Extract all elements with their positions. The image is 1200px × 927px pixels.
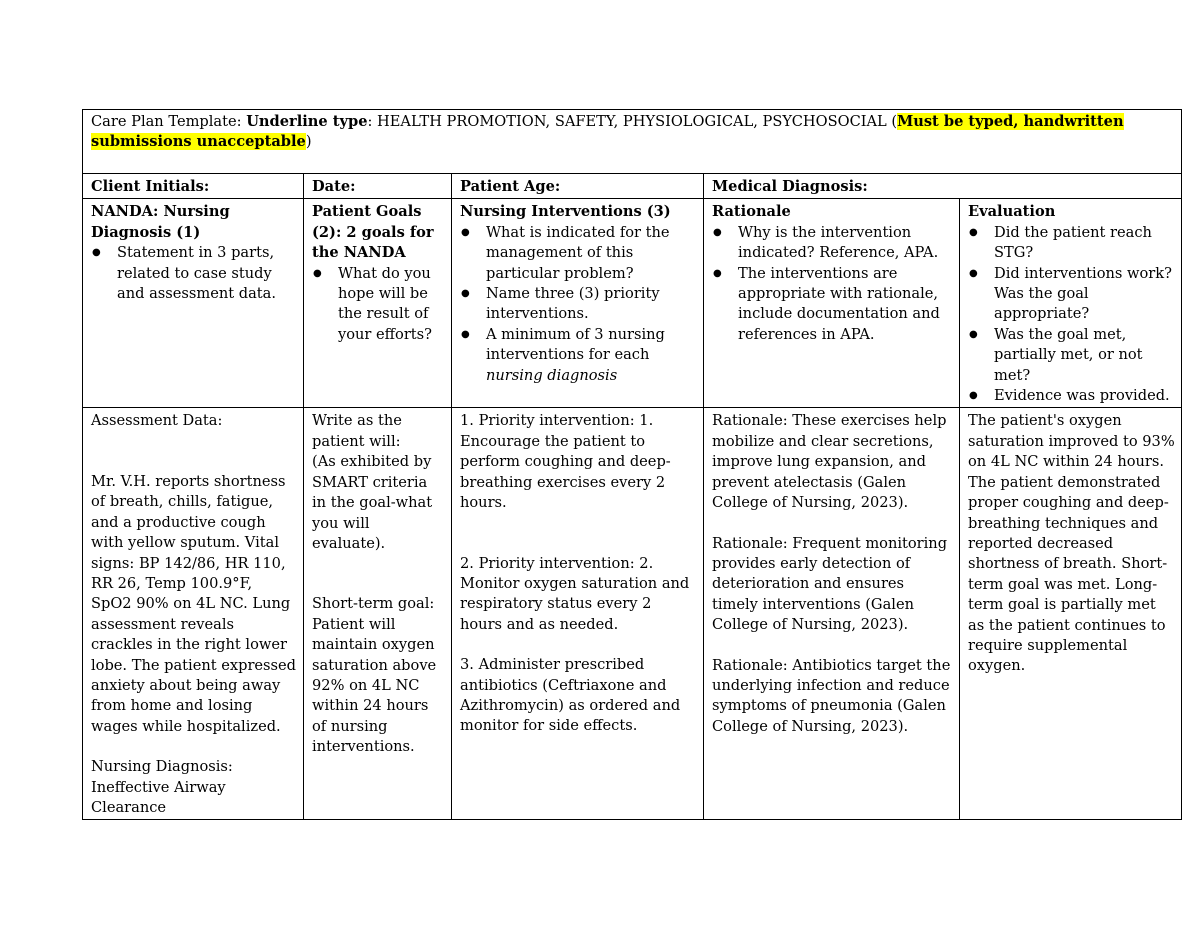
list-item: ● Why is the intervention indicated? Reference, APA. [738, 223, 953, 264]
care-types: : HEALTH PROMOTION, SAFETY, PHYSIOLOGICAL, PSYCHOSOCIAL ( [367, 113, 898, 130]
nanda-title: NANDA: Nursing Diagnosis (1) [91, 203, 230, 241]
header-close: ) [305, 133, 312, 151]
medical-diagnosis-label: Medical Diagnosis: [712, 178, 868, 195]
care-plan-document [82, 109, 1181, 820]
list-item: ● Did interventions work? Was the goal appropriate? [994, 264, 1175, 325]
interventions-title: Nursing Interventions (3) [460, 203, 671, 221]
date-label: Date: [312, 178, 356, 195]
template-label: Care Plan Template: [91, 113, 247, 130]
interventions-cell [452, 408, 704, 820]
client-initials-cell [83, 174, 304, 199]
goals-intro: Write as the patient will: [312, 412, 402, 450]
list-item [486, 325, 697, 386]
list-item: ● Did the patient reach STG? [994, 223, 1175, 264]
goals-guide-cell [304, 199, 452, 408]
italic-tail: nursing diagnosis [486, 366, 618, 384]
evaluation-text: The patient's oxygen saturation improved to 93% on 4L NC within 24 hours. The patient demonstrated proper coughing and deep-breathing techniques and reported decreased shortness of breath. Short-term goal was met. Long-term goal is partially met as the patient continues to require supplemental oxygen. [968, 412, 1175, 675]
care-plan-table [82, 109, 1182, 820]
header-cell [83, 110, 1182, 174]
assessment-cell [83, 408, 304, 820]
rationale-cell [704, 408, 960, 820]
list-item-text: A minimum of 3 nursing interventions for each [486, 325, 665, 364]
intervention-1: 1. Priority intervention: 1. Encourage the patient to perform coughing and deep-breathing exercises every 2 hours. [460, 412, 671, 512]
patient-age-cell [452, 174, 704, 199]
nursing-diagnosis-text: Ineffective Airway Clearance [91, 778, 226, 816]
list-item: ● Statement in 3 parts, related to case study and assessment data. [117, 243, 297, 304]
interventions-guide-cell [452, 199, 704, 408]
rationale-2: Rationale: Frequent monitoring provides early detection of deterioration and ensures timely interventions (Galen College of Nursing, 2023). [712, 534, 948, 634]
nursing-diagnosis-label: Nursing Diagnosis: [91, 758, 233, 776]
interventions-bullets [460, 223, 697, 386]
list-item: ● Was the goal met, partially met, or not met? [994, 325, 1175, 386]
nanda-bullets [91, 243, 297, 304]
content-row [83, 408, 1182, 820]
rationale-guide-cell [704, 199, 960, 408]
rationale-3: Rationale: Antibiotics target the underlying infection and reduce symptoms of pneumonia (Galen College of Nursing, 2023). [712, 656, 951, 735]
goals-title: Patient Goals (2): 2 goals for the NANDA [312, 203, 434, 262]
client-initials-label: Client Initials: [91, 178, 210, 195]
date-cell [304, 174, 452, 199]
medical-diagnosis-cell [704, 174, 1182, 199]
evaluation-guide-cell [960, 199, 1182, 408]
patient-age-label: Patient Age: [460, 178, 561, 195]
assessment-label: Assessment Data: [91, 412, 223, 430]
guide-row [83, 199, 1182, 408]
goals-bullets [312, 264, 445, 346]
intervention-3: 3. Administer prescribed antibiotics (Ceftriaxone and Azithromycin) as ordered and monitor for side effects. [460, 656, 681, 735]
list-item: ● Name three (3) priority interventions. [486, 284, 697, 325]
rationale-1: Rationale: These exercises help mobilize and clear secretions, improve lung expansion, and prevent atelectasis (Galen College of Nursing, 2023). [712, 412, 947, 512]
rationale-bullets [712, 223, 953, 345]
header-row [83, 110, 1182, 174]
list-item: ● The interventions are appropriate with rationale, include documentation and references in APA. [738, 264, 953, 346]
list-item: ● What do you hope will be the result of your efforts? [338, 264, 445, 346]
short-term-goal: Short-term goal: Patient will maintain oxygen saturation above 92% on 4L NC within 24 hours of nursing interventions. [312, 595, 437, 756]
list-item: ● What is indicated for the management of this particular problem? [486, 223, 697, 284]
rationale-title: Rationale [712, 203, 791, 221]
evaluation-bullets [968, 223, 1175, 407]
evaluation-cell [960, 408, 1182, 820]
nanda-guide-cell [83, 199, 304, 408]
typed-warning: Must be typed, handwritten submissions unacceptable [91, 113, 1124, 151]
assessment-text: Mr. V.H. reports shortness of breath, chills, fatigue, and a productive cough with yellow sputum. Vital signs: BP 142/86, HR 110, RR 26, Temp 100.9°F, SpO2 90% on 4L NC. Lung assessment reveals crackles in the right lower lobe. The patient expressed anxiety about being away from home and losing wages while hospitalized. [91, 472, 297, 735]
goals-cell [304, 408, 452, 820]
smart-criteria: (As exhibited by SMART criteria in the goal-what you will evaluate). [312, 453, 433, 552]
underline-type-label: Underline type [246, 113, 368, 130]
evaluation-title: Evaluation [968, 203, 1056, 221]
intervention-2: 2. Priority intervention: 2. Monitor oxygen saturation and respiratory status every 2 hours and as needed. [460, 554, 690, 633]
list-item: ● Evidence was provided. [994, 386, 1175, 406]
info-row [83, 174, 1182, 199]
